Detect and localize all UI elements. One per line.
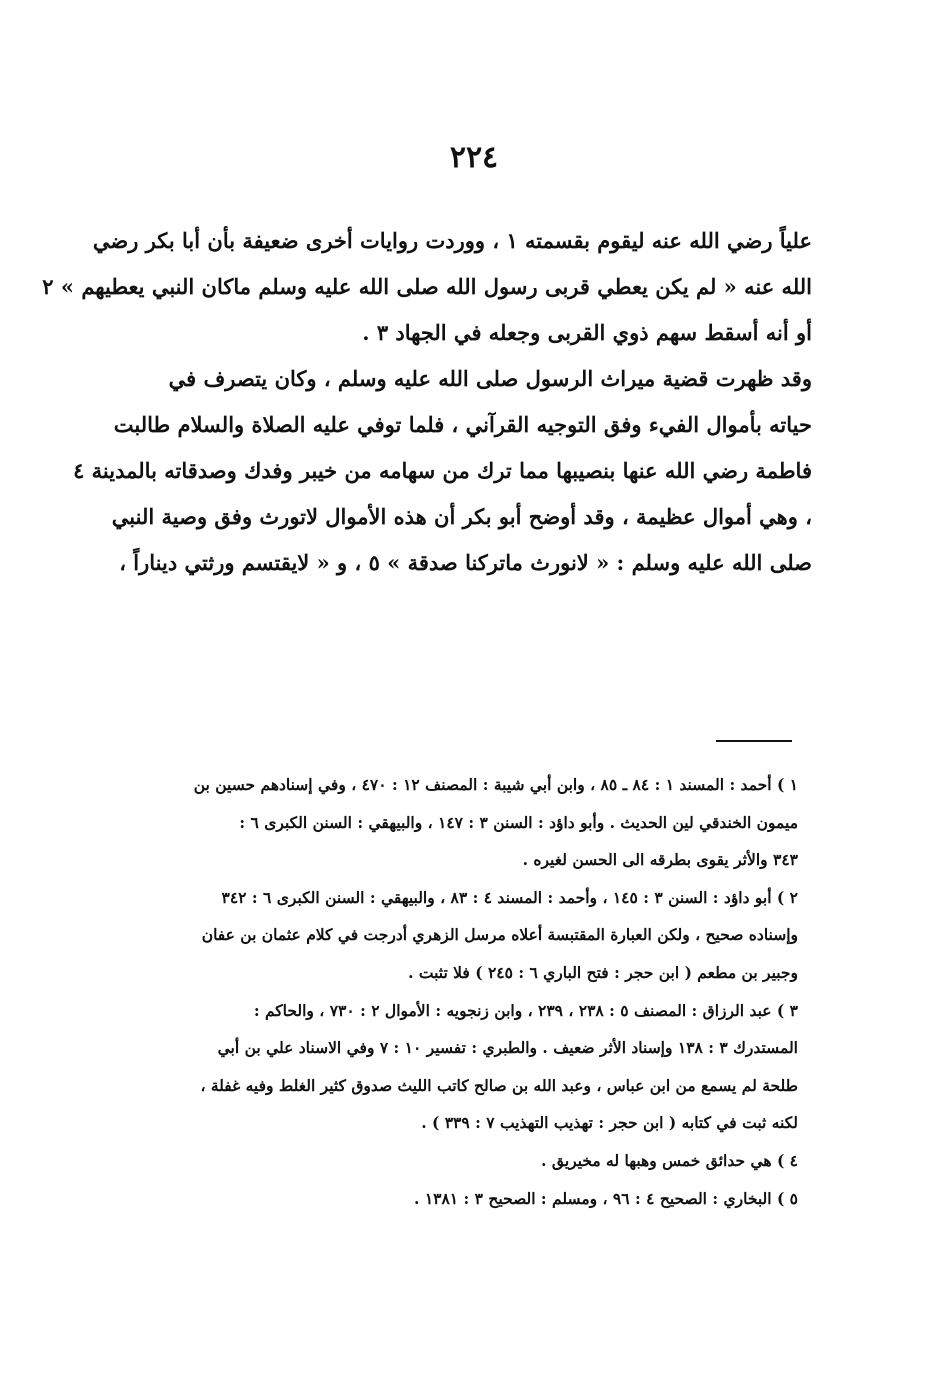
body-text xyxy=(42,218,812,586)
body-line: صلى الله عليه وسلم : « لانورث ماتركنا صدقة » ٥ ، و « لايقتسم ورثتي ديناراً ، xyxy=(119,550,812,575)
body-line: وقد ظهرت قضية ميراث الرسول صلى الله عليه وسلم ، وكان يتصرف في xyxy=(168,366,812,391)
body-line: أو أنه أسقط سهم ذوي القربى وجعله في الجهاد ٣ . xyxy=(362,320,812,345)
footnote-line: ١ ) أحمد : المسند ١ : ٨٤ ـ ٨٥ ، وابن أبي شيبة : المصنف ١٢ : ٤٧٠ ، وفي إسنادهم حسين بن xyxy=(193,775,798,794)
footnote-line: وإسناده صحيح ، ولكن العبارة المقتبسة أعلاه مرسل الزهري أدرجت في كلام عثمان بن عفان xyxy=(201,925,798,945)
body-line: ، وهي أموال عظيمة ، وقد أوضح أبو بكر أن هذه الأموال لاتورث وفق وصية النبي xyxy=(111,504,812,529)
footnotes xyxy=(108,766,798,1217)
footnote-line: طلحة لم يسمع من ابن عباس ، وعبد الله بن صالح كاتب الليث صدوق كثير الغلط وفيه غفلة ، xyxy=(200,1075,798,1095)
footnote-line: المستدرك ٣ : ١٣٨ وإسناد الأثر ضعيف . والطبري : تفسير ١٠ : ٧ وفي الاسناد علي بن أبي xyxy=(217,1038,798,1058)
footnote-line: ٢ ) أبو داؤد : السنن ٣ : ١٤٥ ، وأحمد : المسند ٤ : ٨٣ ، والبيهقي : السنن الكبرى ٦ : ٣٤٢ xyxy=(221,887,798,907)
footnote-separator xyxy=(716,740,792,742)
body-line: الله عنه « لم يكن يعطي قربى رسول الله صلى الله عليه وسلم ماكان النبي يعطيهم » ٢ xyxy=(42,274,812,299)
footnote-line: ٣ ) عبد الرزاق : المصنف ٥ : ٢٣٨ ، ٢٣٩ ، وابن زنجويه : الأموال ٢ : ٧٣٠ ، والحاكم : xyxy=(253,1000,798,1020)
footnote-line: ٣٤٣ والأثر يقوى بطرقه الى الحسن لغيره . xyxy=(522,850,798,870)
page-number: ٢٢٤ xyxy=(449,140,499,175)
body-line: حياته بأموال الفيء وفق التوجيه القرآني ، فلما توفي عليه الصلاة والسلام طالبت xyxy=(113,412,812,437)
footnote-line: وجبير بن مطعم ( ابن حجر : فتح الباري ٦ : ٢٤٥ ) فلا تثبت . xyxy=(408,962,798,982)
footnote-line: لكنه ثبت في كتابه ( ابن حجر : تهذيب التهذيب ٧ : ٣٣٩ ) . xyxy=(421,1113,798,1133)
footnote-line: ٥ ) البخاري : الصحيح ٤ : ٩٦ ، ومسلم : الصحيح ٣ : ١٣٨١ . xyxy=(414,1188,798,1208)
footnote-line: ميمون الخندقي لين الحديث . وأبو داؤد : السنن ٣ : ١٤٧ ، والبيهقي : السنن الكبرى ٦ : xyxy=(239,812,798,832)
body-line: فاطمة رضي الله عنها بنصيبها مما ترك من سهامه من خيبر وفدك وصدقاته بالمدينة ٤ xyxy=(73,458,812,483)
body-line: علياً رضي الله عنه ليقوم بقسمته ١ ، ووردت روايات أخرى ضعيفة بأن أبا بكر رضي xyxy=(92,228,812,253)
footnote-line: ٤ ) هي حدائق خمس وهبها له مخيريق . xyxy=(541,1150,798,1170)
